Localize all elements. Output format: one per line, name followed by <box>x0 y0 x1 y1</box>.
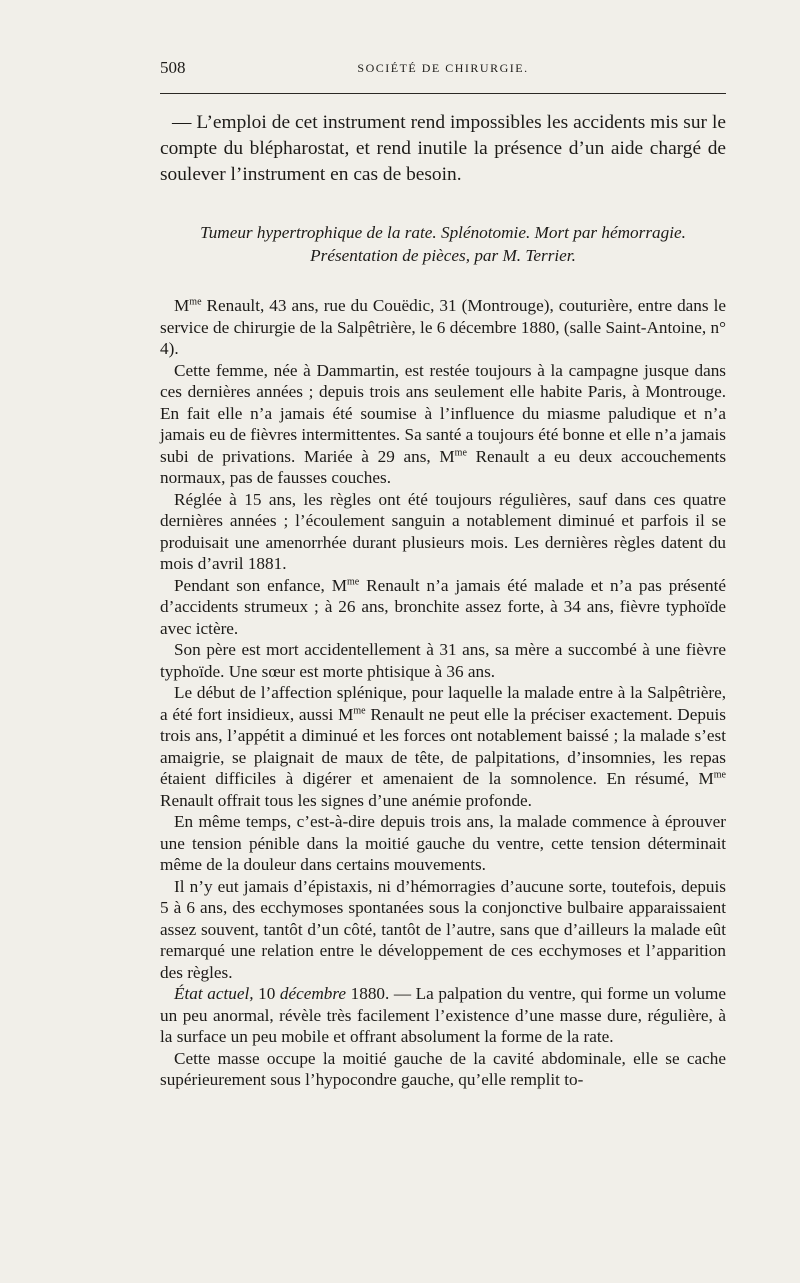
text-run: 1880. — La palpation du ventre, qui forme un volume un peu anormal, révèle très facilement l’existence d’une masse dure, régulière, à la surface un peu mobile et offrant absolument la forme de la rate. <box>160 984 727 1046</box>
text-run: Le début de l’affection splénique, pour laquelle la malade entre à la Salpêtrière, a été fort insidieux, aussi M <box>160 683 726 724</box>
superscript: me <box>713 769 726 781</box>
text-run: Renault offrait tous les signes d’une anémie profonde. <box>160 790 532 810</box>
section-title-line-1: Tumeur hypertrophique de la rate. Splénotomie. Mort par hémorragie. <box>200 223 686 242</box>
paragraph-tension: En même temps, c’est-à-dire depuis trois ans, la malade commence à éprouver une tension pénible dans la moitié gauche du ventre, cette tension déterminait même de la douleur dans certains mouvements. <box>160 812 726 874</box>
text-run: Renault, 43 ans, rue du Couëdic, 31 (Montrouge), couturière, entre dans le service de chirurgie de la Salpêtrière, le 6 décembre 1880, (salle Saint-Antoine, n° 4). <box>160 296 726 358</box>
paragraph-mass: Cette masse occupe la moitié gauche de la cavité abdominale, elle se cache supérieurement sous l’hypocondre gauche, qu’elle remplit to- <box>160 1048 726 1089</box>
page-header <box>160 58 726 82</box>
text-run: Renault ne peut elle la préciser exactement. Depuis trois ans, l’appétit a diminué et les forces ont notablement baissé ; la malade s’est amaigrie, se plaignait de maux de tête, de palpitations, d’insomnies, les repas étaient difficiles à digérer et amenaient de la somnolence. En résumé, M <box>160 704 726 788</box>
text-run: Renault a eu deux accouchements normaux, pas de fausses couches. <box>160 446 727 487</box>
paragraph-ecchymoses: Il n’y eut jamais d’épistaxis, ni d’hémorragies d’aucune sorte, toutefois, depuis 5 à 6 ans, des ecchymoses spontanées sous la conjonctive bulbaire apparaissaient assez souvent, tantôt d’un côté, tantôt de l’autre, sans que d’ailleurs la malade eût remarqué une relation entre le développement de ces ecchymoses et l’apparition des règles. <box>160 876 726 982</box>
text-run: M <box>174 296 190 315</box>
header-rule <box>160 93 726 94</box>
paragraph-instrument: — L’emploi de cet instrument rend impossibles les accidents mis sur le compte du blépharostat, et rend inutile la présence d’un aide chargé de soulever l’instrument en cas de besoin. <box>160 112 726 185</box>
page-number: 508 <box>160 58 186 77</box>
paragraph-history <box>160 360 726 489</box>
running-head: SOCIÉTÉ DE CHIRURGIE. <box>357 61 529 75</box>
paragraph-patient-intro <box>160 295 726 360</box>
paragraph-current-state <box>160 983 726 1048</box>
text-run: Renault n’a jamais été malade et n’a pas présenté d’accidents strumeux ; à 26 ans, bronchite assez forte, à 34 ans, fièvre typhoïde avec ictère. <box>160 575 726 638</box>
text-run: 10 <box>253 984 280 1003</box>
paragraph-family: Son père est mort accidentellement à 31 ans, sa mère a succombé à une fièvre typhoïde. Une sœur est morte phtisique à 36 ans. <box>160 640 726 681</box>
section-title-line-2: Présentation de pièces, par M. Terrier. <box>310 246 576 265</box>
superscript: me <box>353 704 366 716</box>
superscript: me <box>347 575 360 587</box>
superscript: me <box>454 446 467 458</box>
text-run: Pendant son enfance, M <box>174 575 348 595</box>
superscript: me <box>189 296 202 308</box>
body-text <box>160 110 726 1091</box>
paragraph-childhood <box>160 575 726 640</box>
italic-run: décembre <box>279 984 347 1003</box>
text-run: Cette femme, née à Dammartin, est restée toujours à la campagne jusque dans ces dernières années ; depuis trois ans seulement elle habite Paris, à Montrouge. En fait elle n’a jamais été soumise à l’influence du miasme paludique et n’a jamais eu de fièvres intermittentes. Sa santé a toujours été bonne et elle n’a jamais subi de privations. Mariée à 29 ans, M <box>160 360 726 466</box>
paragraph-onset <box>160 682 726 811</box>
section-title <box>160 221 726 267</box>
paragraph-menstruation: Réglée à 15 ans, les règles ont été toujours régulières, sauf dans ces quatre dernières années ; l’écoulement sanguin a notablement diminué et parfois il se produisait une amenorrhée durant plusieurs mois. Les dernières règles datent du mois d’avril 1881. <box>160 489 726 573</box>
italic-run: État actuel, <box>174 984 254 1003</box>
